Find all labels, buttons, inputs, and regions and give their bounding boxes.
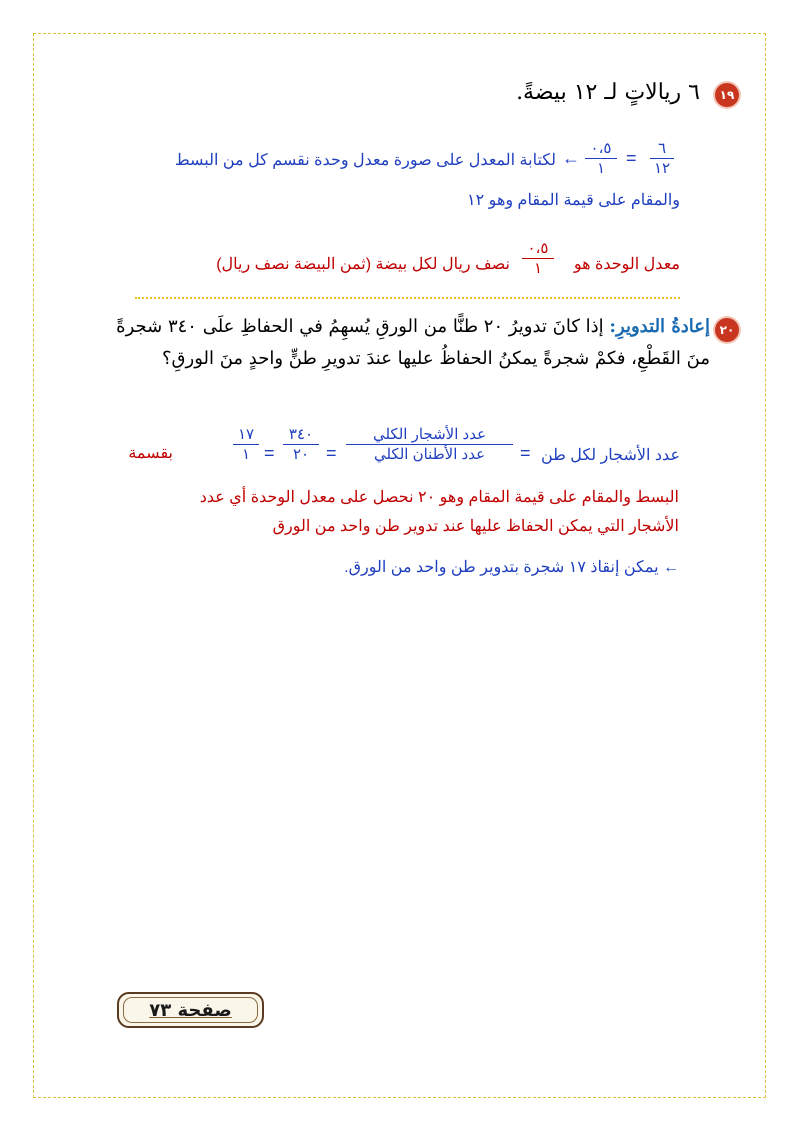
fraction-trees-tons — [346, 426, 513, 463]
question-20-text: إذا كانَ تدويرُ ٢٠ طنًّا من الورقِ يُسهِمُ في الحفاظِ علَى ٣٤٠ شجرةً — [116, 316, 604, 337]
equals-sign: = — [326, 443, 337, 463]
page-number-box — [117, 992, 264, 1028]
question-19-text: ٦ ريالاتٍ لـ ١٢ بيضةً. — [516, 80, 700, 105]
fraction-half-one — [585, 140, 617, 177]
fraction-bar — [233, 444, 259, 445]
fraction-bar — [522, 258, 554, 259]
explanation-line-1: لكتابة المعدل على صورة معدل وحدة نقسم كل من البسط — [174, 152, 556, 169]
equals-sign: = — [264, 443, 275, 463]
division-word: بقسمة — [128, 445, 173, 462]
explanation-line-2: والمقام على قيمة المقام وهو ١٢ — [467, 192, 680, 209]
page-number-inner-border — [123, 997, 258, 1023]
equals-sign: = — [626, 148, 637, 168]
arrow-left-icon: ← — [562, 148, 580, 168]
rate-suffix: نصف ريال لكل بيضة (ثمن البيضة نصف ريال) — [216, 256, 510, 273]
question-number-badge — [715, 83, 739, 107]
numerator: ٠،٥ — [527, 240, 549, 257]
fraction-bar — [585, 158, 617, 159]
question-20-title: إعادةُ التدويرِ: — [609, 316, 710, 337]
fraction-six-twelve — [650, 140, 674, 177]
numerator: ٠،٥ — [590, 140, 612, 157]
numerator: ٦ — [657, 140, 667, 157]
fraction-bar — [650, 158, 674, 159]
page-number: صفحة ٧٣ — [149, 999, 232, 1021]
numerator: عدد الأشجار الكلي — [372, 426, 487, 443]
equation-label: عدد الأشجار لكل طن — [540, 447, 680, 464]
denominator: ١ — [596, 160, 606, 177]
question-number: ٢٠ — [719, 323, 735, 337]
fraction-bar — [346, 444, 513, 445]
denominator: ١ — [241, 446, 251, 463]
equals-sign: = — [520, 443, 531, 463]
rate-fraction — [522, 240, 554, 277]
question-number: ١٩ — [719, 88, 735, 102]
denominator: ١٢ — [653, 160, 671, 177]
numerator: ١٧ — [237, 426, 255, 443]
section-divider — [135, 297, 680, 299]
question-20-line-2: منَ القَطْعِ، فكمْ شجرةً يمكنُ الحفاظُ عليها عندَ تدويرِ طنٍّ واحدٍ منَ الورقِ؟ — [162, 348, 710, 369]
question-number-badge — [715, 318, 739, 342]
denominator: ٢٠ — [292, 446, 310, 463]
question-20-line-1 — [116, 316, 710, 337]
fraction-340-20 — [283, 426, 319, 463]
red-explanation-line-1: البسط والمقام على قيمة المقام وهو ٢٠ نحصل على معدل الوحدة أي عدد — [199, 489, 679, 506]
denominator: ١ — [533, 260, 543, 277]
red-explanation-line-2: الأشجار التي يمكن الحفاظ عليها عند تدوير طن واحد من الورق — [272, 518, 679, 535]
denominator: عدد الأطنان الكلي — [373, 446, 486, 463]
numerator: ٣٤٠ — [288, 426, 314, 443]
fraction-17-1 — [233, 426, 259, 463]
rate-prefix: معدل الوحدة هو — [573, 256, 680, 273]
fraction-bar — [283, 444, 319, 445]
conclusion: ← يمكن إنقاذ ١٧ شجرة بتدوير طن واحد من الورق. — [344, 559, 679, 576]
